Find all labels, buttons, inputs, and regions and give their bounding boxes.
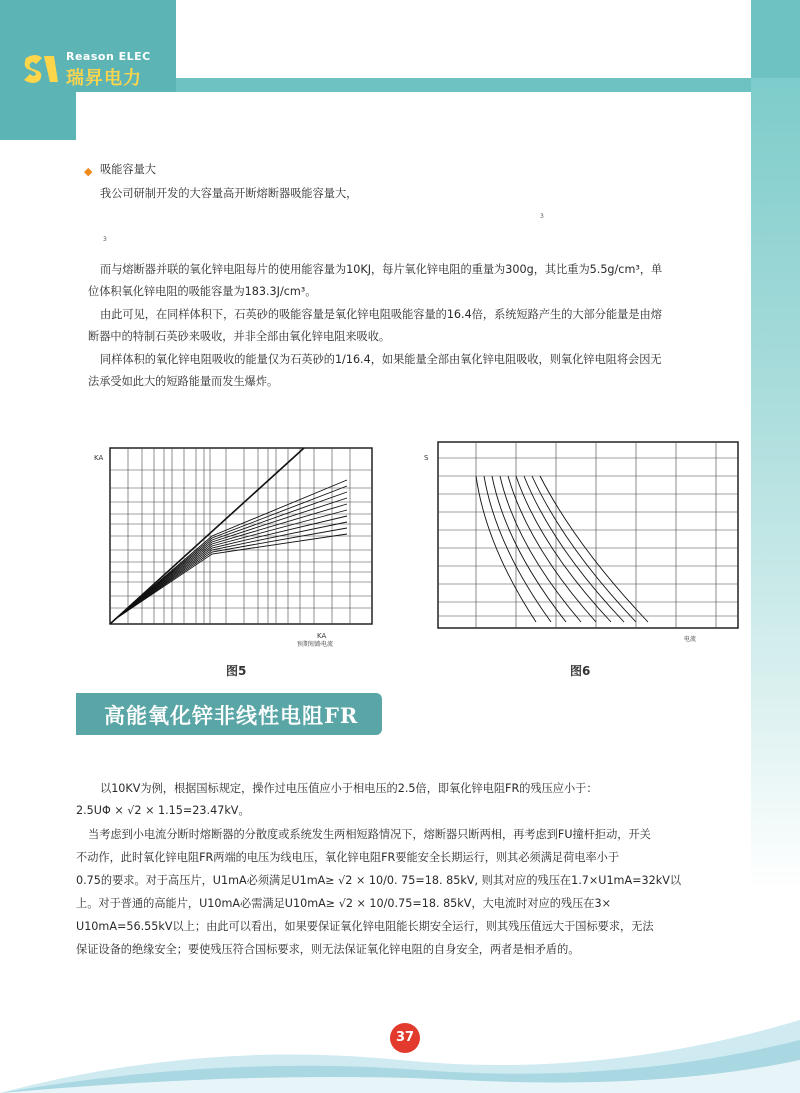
brand-chinese: 瑞昇电力 (66, 68, 142, 89)
s2-line-2: 2.5UΦ × √2 × 1.15=23.47kV。 (76, 804, 250, 817)
svg-text:KA: KA (317, 632, 327, 640)
page-number-badge: 37 (390, 1023, 420, 1053)
paragraph-1-line-1: 而与熔断器并联的氧化锌电阻每片的使用能容量为10KJ，每片氧化锌电阻的重量为300g，其比重为5.5g/cm³，单 (100, 263, 663, 276)
s2-line-3: 当考虑到小电流分断时熔断器的分散度或系统发生两相短路情况下，熔断器只断两相，再考虑到FU撞杆拒动，开关 (88, 828, 651, 841)
paragraph-3-line-2: 法承受如此大的短路能量而发生爆炸。 (88, 375, 279, 388)
s2-line-1: 以10KV为例，根据国标规定，操作过电压值应小于相电压的2.5倍，即氧化锌电阻FR的残压应小于： (100, 782, 598, 795)
section-heading: 吸能容量大 (100, 163, 156, 176)
paragraph-2-line-1: 由此可见，在同样体积下，石英砂的吸能容量是氧化锌电阻吸能容量的16.4倍，系统短路产生的大部分能量是由熔 (100, 308, 662, 321)
intro-text: 我公司研制开发的大容量高开断熔断器吸能容量大， (100, 187, 358, 200)
sr-logo-icon (22, 52, 62, 84)
svg-text:电流: 电流 (684, 636, 697, 643)
s2-line-6: 上。对于普通的高能片，U10mA必需满足U10mA≥ √2 × 10/0.75=18. 85kV，大电流时对应的残压在3× (76, 897, 611, 910)
brand-english: Reason ELEC (66, 50, 151, 63)
figure-6-caption: 图6 (570, 664, 591, 678)
diamond-bullet-icon: ◆ (84, 165, 93, 178)
svg-text:S: S (424, 454, 429, 462)
paragraph-2-line-2: 断器中的特制石英砂来吸收，并非全部由氧化锌电阻来吸收。 (88, 330, 391, 343)
superscript-a: 3 (540, 213, 544, 220)
svg-text:预期短路电流: 预期短路电流 (297, 641, 334, 648)
figure-6-chart (416, 436, 746, 646)
paragraph-3-line-1: 同样体积的氧化锌电阻吸收的能量仅为石英砂的1/16.4，如果能量全部由氧化锌电阻吸收，则氧化锌电阻将会因无 (100, 353, 662, 366)
s2-line-5: 0.75的要求。对于高压片，U1mA必须满足U1mA≥ √2 × 10/0. 75=18. 85kV, 则其对应的残压在1.7×U1mA=32kV以 (76, 874, 682, 887)
superscript-b: 3 (103, 236, 107, 243)
header-white-panel (176, 0, 751, 78)
svg-text:KA: KA (94, 454, 104, 462)
right-gradient-strip (751, 78, 800, 1093)
section-title: 高能氧化锌非线性电阻FR (104, 703, 359, 728)
figure-5-chart (92, 440, 382, 650)
s2-line-7: U10mA=56.55kV以上；由此可以看出，如果要保证氧化锌电阻能长期安全运行，则其残压值远大于国标要求，无法 (76, 920, 654, 933)
paragraph-1-line-2: 位体积氧化锌电阻的吸能容量为183.3J/cm³。 (88, 285, 317, 298)
figure-5-caption: 图5 (226, 664, 247, 678)
s2-line-4: 不动作，此时氧化锌电阻FR两端的电压为线电压，氧化锌电阻FR要能安全长期运行，则其必须满足荷电率小于 (76, 851, 620, 864)
s2-line-8: 保证设备的绝缘安全；要使残压符合国标要求，则无法保证氧化锌电阻的自身安全，两者是相矛盾的。 (76, 943, 580, 956)
